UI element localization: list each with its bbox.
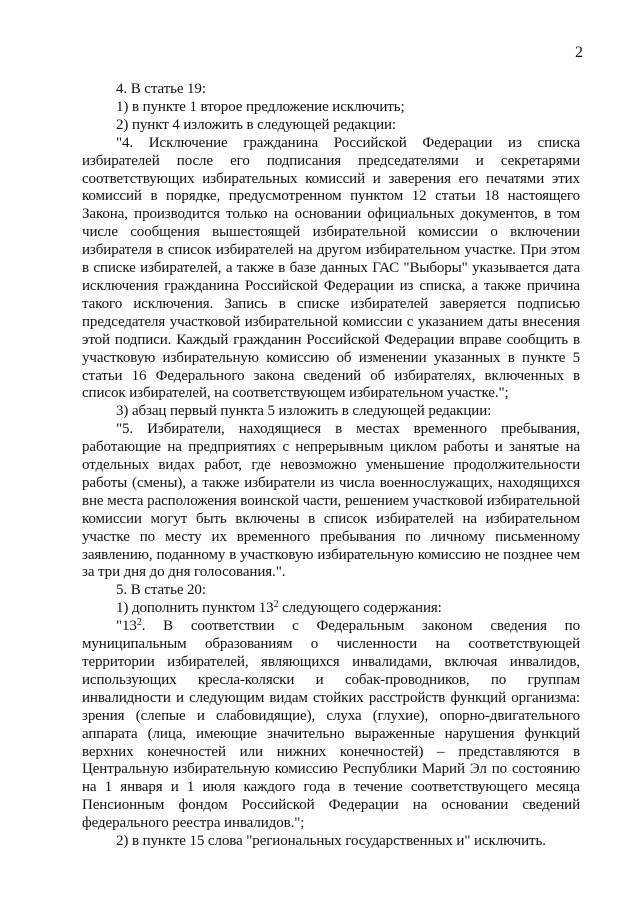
superscript-2: 2 [273, 599, 279, 611]
paragraph-item-1-exclude: 1) в пункте 1 второе предложение исключить; [116, 98, 405, 115]
paragraph-item-3-restate: 3) абзац первый пункта 5 изложить в следующей редакции: [116, 403, 492, 420]
paragraph-add-point-13-2-before: 1) дополнить пунктом 13 [116, 600, 274, 617]
paragraph-article-20-heading: 5. В статье 20: [116, 582, 206, 599]
paragraph-point-13-2-before: "13 [116, 618, 137, 635]
paragraph-point-13-2-after: . В соответствии с Федеральным законом сведения по муниципальным образованиям о численности на соответствующей территории избирателей, являющихся инвалидами, включая инвалидов, использующих кресла-коляски и собак-проводников, по группам инвалидности и следующим видам стойких расстройств функций организма: зрения (слепые и слабовидящие), слуха (глухие), опорно-двигательного аппарата (лица, имеющие значительно выраженные нарушения функций верхних конечностей или нижних конечностей) – представляются в Центральную избирательную комиссию Республики Марий Эл по состоянию на 1 января и 1 июля каждого года в течение соответствующего месяца Пенсионным фондом Российской Федерации на основании сведений федерального реестра инвалидов."; [82, 618, 580, 832]
paragraph-add-point-13-2 [82, 600, 580, 618]
paragraph-point-15-exclude: 2) в пункте 15 слова "региональных государственных и" исключить. [116, 833, 546, 850]
paragraph-item-2-restate: 2) пункт 4 изложить в следующей редакции: [116, 116, 396, 133]
paragraph-point-13-2-text [82, 618, 580, 833]
document-body [82, 81, 580, 851]
paragraph-point-4-text: "4. Исключение гражданина Российской Федерации из списка избирателей после его подписания председателями и секретарями соответствующих избирательных комиссий и заверения его печатями этих комиссий в порядке, предусмотренном пунктом 12 статьи 18 настоящего Закона, производится только на основании официальных документов, в том числе сообщения вышестоящей избирательной комиссии о включении избирателя в список избирателей на другом избирательном участке. При этом в списке избирателей, а также в базе данных ГАС "Выборы" указывается дата исключения гражданина Российской Федерации из списка, а также причина такого исключения. Запись в списке избирателей заверяется подписью председателя участковой избирательной комиссии с указанием даты внесения этой подписи. Каждый гражданин Российской Федерации вправе сообщить в участковую избирательную комиссию об изменении указанных в пункте 5 статьи 16 Федерального закона сведений об избирателях, включенных в список избирателей, на соответствующем избирательном участке."; [82, 134, 580, 402]
superscript-2: 2 [136, 617, 142, 629]
paragraph-article-19-heading: 4. В статье 19: [116, 81, 206, 97]
paragraph-add-point-13-2-after: следующего содержания: [278, 600, 442, 617]
paragraph-point-5-text: "5. Избиратели, находящиеся в местах временного пребывания, работающие на предприятиях с непрерывным циклом работы и занятые на отдельных видах работ, где невозможно уменьшение продолжительности работы (смены), а также избиратели из числа военнослужащих, находящихся вне места расположения воинской части, решением участковой избирательной комиссии могут быть включены в список избирателей на избирательном участке по месту их временного пребывания по личному письменному заявлению, поданному в участковую избирательную комиссию не позднее чем за три дня до дня голосования.". [82, 421, 580, 581]
page-number: 2 [575, 44, 583, 61]
